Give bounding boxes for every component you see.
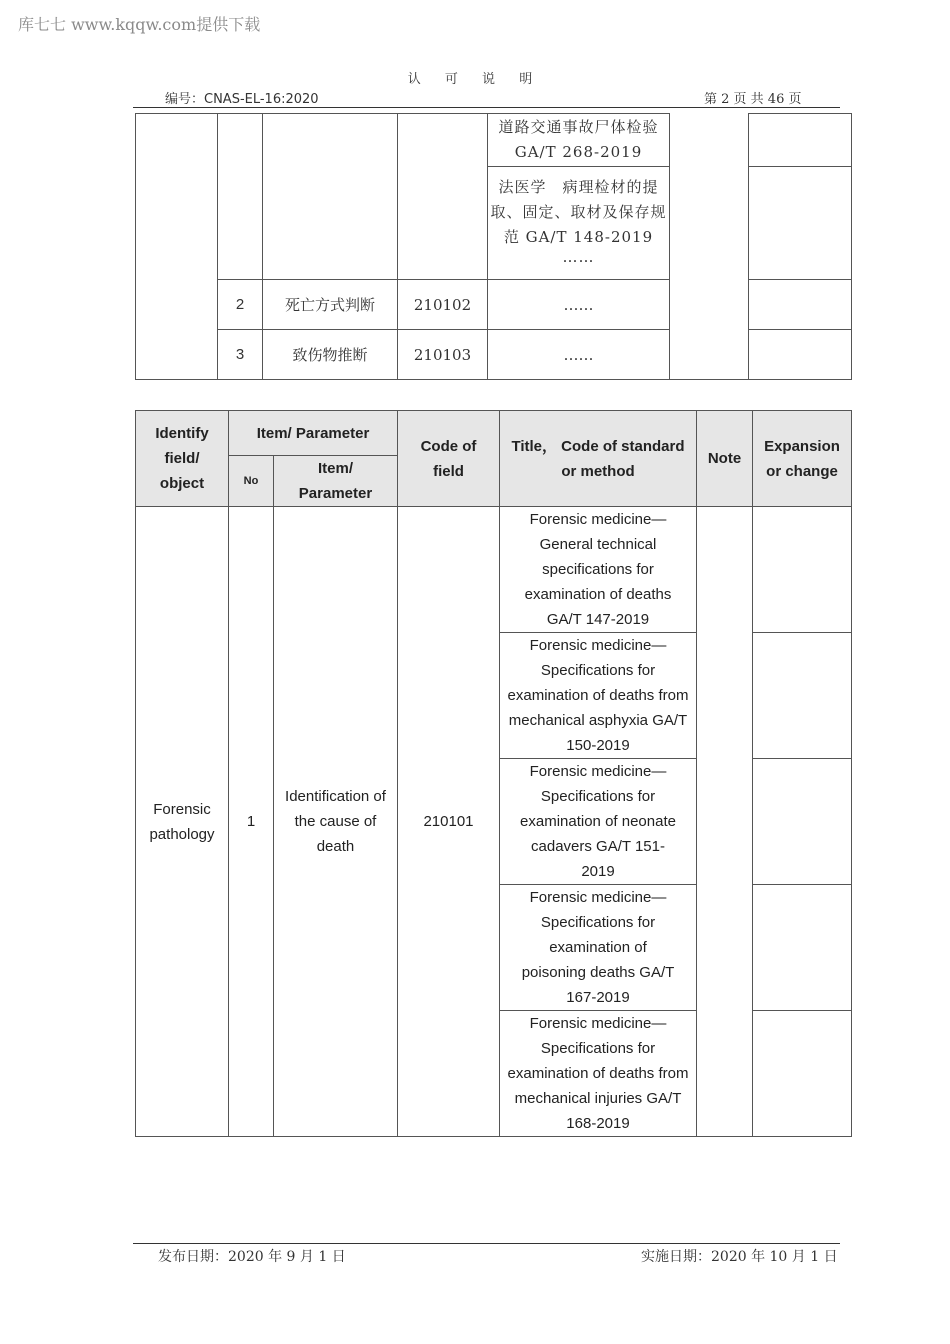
header-item-sub: Item/ Parameter xyxy=(274,456,398,507)
row-item: 死亡方式判断 xyxy=(263,280,398,330)
expansion-cell xyxy=(753,885,852,1011)
standard-cell xyxy=(488,167,670,280)
accreditation-table xyxy=(135,410,852,1137)
header-identify-field: Identify field/ object xyxy=(136,411,229,507)
code-cell-continued xyxy=(398,114,488,280)
footer-rule xyxy=(133,1243,840,1244)
effective-date: 实施日期：2020 年 10 月 1 日 xyxy=(641,1249,838,1265)
header-expansion: Expansion or change xyxy=(753,411,852,507)
standard-cell: Forensic medicine—Specifications for examination of poisoning deaths GA/T 167-2019 xyxy=(500,885,697,1011)
document-title: 认 可 说 明 xyxy=(407,72,543,87)
row-code: 210102 xyxy=(398,280,488,330)
expansion-cell xyxy=(749,330,852,380)
header-note: Note xyxy=(697,411,753,507)
header-title-standard: Title， Code of standard or method xyxy=(500,411,697,507)
standard-text: 法医学 病理检材的提取、固定、取材及保存规范 GA/T 148-2019 xyxy=(490,178,667,246)
expansion-cell xyxy=(753,507,852,633)
standard-cell: Forensic medicine—General technical specifications for examination of deaths GA/T 147-2019 xyxy=(500,507,697,633)
code-cell: 210101 xyxy=(398,507,500,1137)
no-cell-continued xyxy=(218,114,263,280)
publish-date: 发布日期：2020 年 9 月 1 日 xyxy=(158,1249,346,1265)
note-cell xyxy=(697,507,753,1137)
row-no: 3 xyxy=(218,330,263,380)
document-number: 编号：CNAS-EL-16:2020 xyxy=(165,92,319,107)
header-item-parameter: Item/ Parameter xyxy=(229,411,398,456)
expansion-cell xyxy=(749,280,852,330)
standard-cell: Forensic medicine—Specifications for examination of deaths from mechanical injuries GA/T 168-2019 xyxy=(500,1011,697,1137)
header-code-of-field: Code of field xyxy=(398,411,500,507)
row-standard: …… xyxy=(488,330,670,380)
no-cell: 1 xyxy=(229,507,274,1137)
header-no: No xyxy=(229,456,274,507)
expansion-cell xyxy=(749,167,852,280)
row-standard: …… xyxy=(488,280,670,330)
continuation-table xyxy=(135,113,852,380)
item-cell-continued xyxy=(263,114,398,280)
watermark: 库七七 www.kqqw.com提供下载 xyxy=(18,15,261,34)
page-info: 第 2 页 共 46 页 xyxy=(704,92,802,107)
expansion-cell xyxy=(753,633,852,759)
field-cell: Forensic pathology xyxy=(136,507,229,1137)
row-item: 致伤物推断 xyxy=(263,330,398,380)
standard-cell: Forensic medicine—Specifications for examination of deaths from mechanical asphyxia GA/T 150-2019 xyxy=(500,633,697,759)
row-code: 210103 xyxy=(398,330,488,380)
expansion-cell xyxy=(753,1011,852,1137)
item-cell: Identification of the cause of death xyxy=(274,507,398,1137)
standard-cell: 道路交通事故尸体检验 GA/T 268-2019 xyxy=(488,114,670,167)
field-cell-continued xyxy=(136,114,218,380)
standard-cell: Forensic medicine—Specifications for examination of neonate cadavers GA/T 151-2019 xyxy=(500,759,697,885)
standard-ellipsis: …… xyxy=(562,248,595,266)
note-cell-continued xyxy=(670,114,749,380)
header-rule xyxy=(133,107,840,108)
expansion-cell xyxy=(749,114,852,167)
expansion-cell xyxy=(753,759,852,885)
row-no: 2 xyxy=(218,280,263,330)
